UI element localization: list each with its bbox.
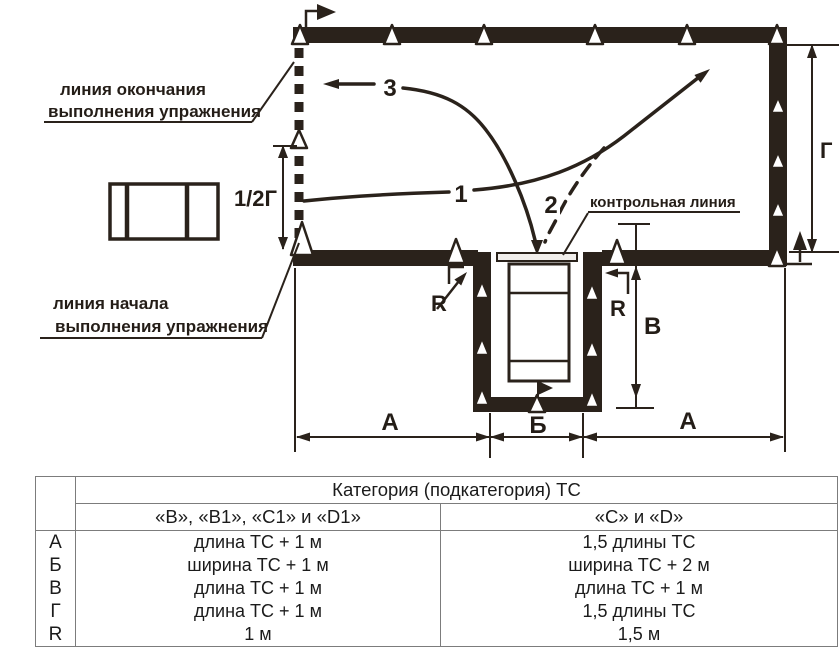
label-dim-g: Г — [820, 138, 833, 163]
trajectory-arrow-3 — [323, 79, 535, 240]
control-line-bar — [497, 253, 577, 261]
label-half-g: 1/2Г — [233, 186, 277, 211]
table-row — [36, 623, 838, 647]
label-finish-line-2: выполнения упражнения — [48, 102, 262, 121]
trajectory-step-3: 3 — [383, 75, 397, 102]
label-dim-a-left: А — [381, 409, 399, 436]
table-row — [36, 600, 838, 623]
row-label: В — [36, 577, 76, 600]
start-line-callout — [40, 243, 299, 338]
row-label: А — [36, 531, 76, 555]
start-flag-icon — [306, 4, 336, 27]
trajectory-arrow-1 — [304, 69, 710, 201]
label-r-left: R — [431, 291, 447, 316]
vehicle-icon-legend — [110, 184, 218, 239]
finish-line-callout — [44, 62, 294, 122]
row-value-1: длина ТС + 1 м — [76, 577, 441, 600]
label-dim-v: В — [644, 313, 662, 340]
table-header-category: Категория (подкатегория) ТС — [76, 477, 838, 504]
row-value-1: 1 м — [76, 623, 441, 647]
label-start-line-1: линия начала — [53, 294, 169, 313]
label-start-line-2: выполнения упражнения — [55, 317, 269, 336]
row-value-1: длина ТС + 1 м — [76, 531, 441, 555]
label-finish-line-1: линия окончания — [60, 80, 206, 99]
table-col-b-b1-c1-d1: «В», «В1», «С1» и «D1» — [76, 504, 441, 531]
row-label: Б — [36, 554, 76, 577]
label-dim-a-right: А — [679, 408, 697, 435]
label-dim-b: Б — [529, 412, 547, 439]
table-row — [36, 577, 838, 600]
corner-flag-icon — [787, 231, 812, 264]
radius-callout-right — [605, 269, 628, 322]
row-label: R — [36, 623, 76, 647]
row-value-2: ширина ТС + 2 м — [568, 555, 710, 575]
row-value-2: длина ТС + 1 м — [575, 578, 703, 598]
trajectory-step-2: 2 — [544, 192, 558, 219]
row-value-1: длина ТС + 1 м — [76, 600, 441, 623]
row-value-2: 1,5 м — [617, 624, 661, 644]
dimensions-table — [35, 476, 838, 647]
control-line-callout — [563, 194, 740, 255]
dimension-half-g — [234, 145, 297, 250]
row-value-1: ширина ТС + 1 м — [76, 554, 441, 577]
trajectory-step-1: 1 — [454, 181, 468, 208]
table-col-c-d: «С» и «D» — [441, 504, 838, 531]
table-row — [36, 554, 838, 577]
label-r-right: R — [610, 296, 626, 321]
vehicle-icon-in-box — [509, 264, 569, 396]
dimension-g — [787, 44, 839, 253]
table-corner-cell — [36, 477, 76, 531]
row-value-2: 1,5 длины ТС — [582, 601, 696, 621]
label-control-line: контрольная линия — [590, 194, 736, 211]
table-row — [36, 531, 838, 555]
row-value-2: 1,5 длины ТС — [582, 532, 696, 552]
row-label: Г — [36, 600, 76, 623]
radius-callout-left — [431, 267, 467, 316]
